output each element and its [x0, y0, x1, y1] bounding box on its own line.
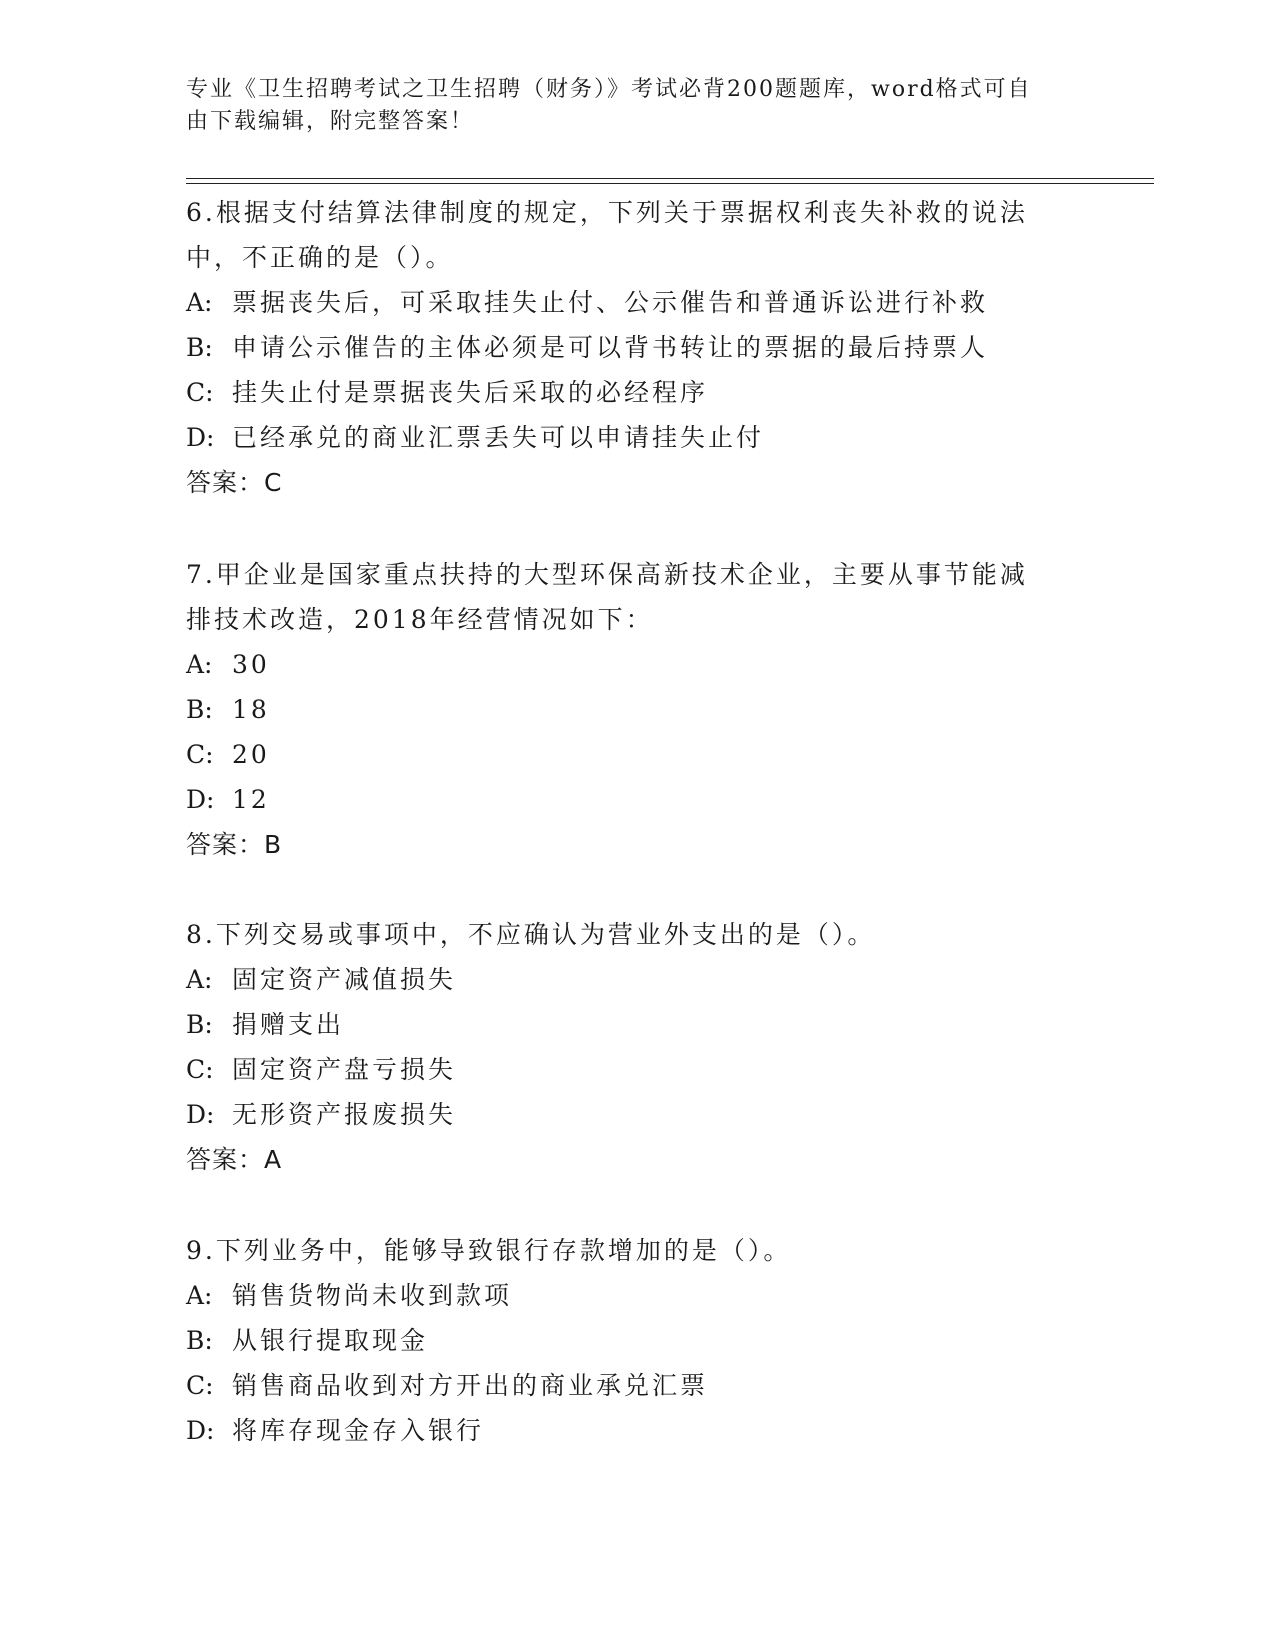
option-letter: B:	[186, 1010, 213, 1039]
option-letter: B:	[186, 1326, 213, 1355]
option-text: 票据丧失后，可采取挂失止付、公示催告和普通诉讼进行补救	[232, 288, 989, 317]
option-a	[186, 642, 1066, 687]
option-c	[186, 732, 1066, 777]
option-text: 20	[232, 740, 270, 769]
option-d	[186, 1408, 1066, 1453]
question-stem: 7.甲企业是国家重点扶持的大型环保高新技术企业，主要从事节能减	[186, 560, 1028, 589]
option-letter: A:	[186, 288, 213, 317]
question-stem-continued: 中，不正确的是（）。	[186, 243, 454, 272]
option-letter: C:	[186, 378, 214, 407]
option-text: 固定资产减值损失	[232, 965, 457, 994]
question-stem: 8.下列交易或事项中，不应确认为营业外支出的是（）。	[186, 920, 876, 949]
answer-line: 答案：A	[186, 1145, 283, 1174]
answer-line: 答案：B	[186, 830, 283, 859]
option-text: 挂失止付是票据丧失后采取的必经程序	[232, 378, 709, 407]
question-stem: 6.根据支付结算法律制度的规定，下列关于票据权利丧失补救的说法	[186, 198, 1028, 227]
option-letter: B:	[186, 695, 213, 724]
question-8	[186, 912, 1066, 1182]
option-letter: C:	[186, 740, 214, 769]
option-text: 已经承兑的商业汇票丢失可以申请挂失止付	[232, 423, 765, 452]
header-divider-bottom	[186, 183, 1154, 184]
option-letter: D:	[186, 1416, 215, 1445]
option-d	[186, 415, 1066, 460]
header-divider-top	[186, 178, 1154, 179]
option-text: 固定资产盘亏损失	[232, 1055, 457, 1084]
option-text: 从银行提取现金	[232, 1326, 429, 1355]
option-text: 30	[232, 650, 270, 679]
option-d	[186, 1092, 1066, 1137]
option-letter: D:	[186, 1100, 215, 1129]
option-text: 将库存现金存入银行	[232, 1416, 485, 1445]
option-letter: D:	[186, 423, 215, 452]
option-text: 申请公示催告的主体必须是可以背书转让的票据的最后持票人	[232, 333, 989, 362]
option-letter: D:	[186, 785, 215, 814]
option-c	[186, 1363, 1066, 1408]
option-b	[186, 1002, 1066, 1047]
question-6	[186, 190, 1066, 505]
document-header	[186, 74, 1066, 138]
option-text: 销售货物尚未收到款项	[232, 1281, 513, 1310]
answer-line: 答案：C	[186, 468, 283, 497]
question-stem-continued: 排技术改造，2018年经营情况如下：	[186, 605, 654, 634]
option-text: 无形资产报废损失	[232, 1100, 457, 1129]
question-9	[186, 1228, 1066, 1453]
question-7	[186, 552, 1066, 867]
option-letter: A:	[186, 650, 213, 679]
option-b	[186, 687, 1066, 732]
header-title-line-2: 由下载编辑，附完整答案！	[186, 109, 475, 134]
option-letter: B:	[186, 333, 213, 362]
option-a	[186, 1273, 1066, 1318]
option-letter: A:	[186, 1281, 213, 1310]
option-c	[186, 370, 1066, 415]
option-letter: A:	[186, 965, 213, 994]
option-d	[186, 777, 1066, 822]
question-stem: 9.下列业务中，能够导致银行存款增加的是（）。	[186, 1236, 792, 1265]
option-b	[186, 1318, 1066, 1363]
option-letter: C:	[186, 1055, 214, 1084]
option-b	[186, 325, 1066, 370]
header-title-line-1: 专业《卫生招聘考试之卫生招聘（财务）》考试必背200题题库，word格式可自	[186, 77, 1032, 102]
option-text: 销售商品收到对方开出的商业承兑汇票	[232, 1371, 709, 1400]
option-a	[186, 957, 1066, 1002]
option-text: 捐赠支出	[232, 1010, 345, 1039]
option-c	[186, 1047, 1066, 1092]
option-a	[186, 280, 1066, 325]
option-letter: C:	[186, 1371, 214, 1400]
option-text: 18	[232, 695, 270, 724]
option-text: 12	[232, 785, 270, 814]
